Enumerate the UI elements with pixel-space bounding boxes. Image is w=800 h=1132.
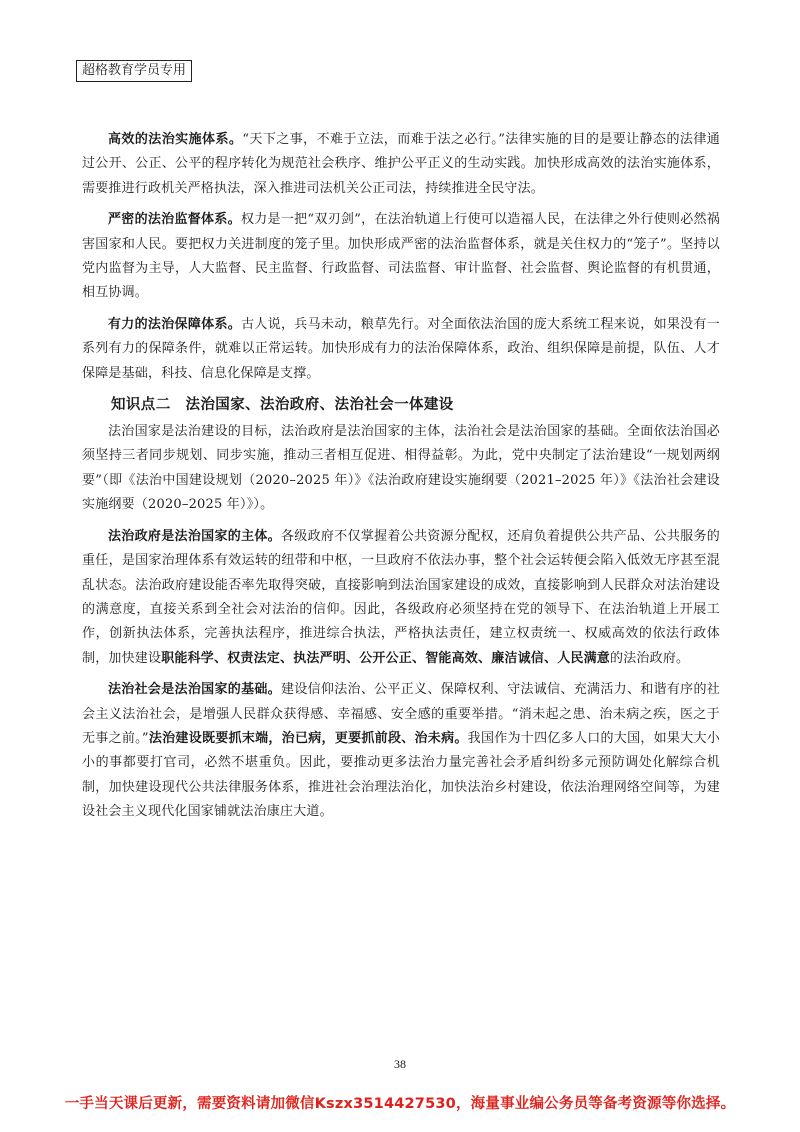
paragraph-supervision-system xyxy=(82,208,720,306)
paragraph-text: 古人说，兵马未动，粮草先行。对全面依法治国的庞大系统工程来说，如果没有一系列有力的保障条件，就难以正常运转。加快形成有力的法治保障体系，政治、组织保障是前提，队伍、人才保障是基础，科技、信息化保障是支撑。 xyxy=(82,316,720,381)
paragraph-guarantee-system xyxy=(82,313,720,386)
page-number: 38 xyxy=(394,1057,406,1071)
header-label: 超格教育学员专用 xyxy=(76,60,192,82)
paragraph-lead: 严密的法治监督体系。 xyxy=(108,212,241,228)
paragraph-integrated-construction xyxy=(82,420,720,518)
paragraph-lead: 高效的法治实施体系。 xyxy=(108,132,243,147)
footer-notice: 一手当天课后更新，需要资料请加微信Kszx3514427530，海量事业编公务员等备考资源等你选择。 xyxy=(64,1096,736,1112)
paragraph-lead: 有力的法治保障体系。 xyxy=(108,316,242,332)
paragraph-implementation-system xyxy=(82,128,720,201)
paragraph-emphasis: 职能科学、权责法定、执法严明、公开公正、智能高效、廉洁诚信、人民满意 xyxy=(161,650,611,666)
document-body xyxy=(82,128,720,832)
paragraph-text: 建设信仰法治、公平正义、保障权利、守法诚信、充满活力、和谐有序的社会主义法治社会，是增强人民群众获得感、幸福感、安全感的重要举措。“消未起之患、治未病之疾，医之于无事之前。” xyxy=(82,682,720,746)
paragraph-text: 法治国家是法治建设的目标，法治政府是法治国家的主体，法治社会是法治国家的基础。全面依法治国必须坚持三者同步规划、同步实施，推动三者相互促进、相得益彰。为此，党中央制定了法治建设“一规划两纲要”（即《法治中国建设规划（2020–2025 年）》《法治政府建设实施纲要（2021–2025 年）》《法治社会建设实施纲要（2020–2025 年）》）。 xyxy=(82,424,720,513)
paragraph-text: 权力是一把“双刃剑”，在法治轨道上行使可以造福人民，在法律之外行使则必然祸害国家和人民。要把权力关进制度的笼子里。加快形成严密的法治监督体系，就是关住权力的“笼子”。坚持以党内监督为主导，人大监督、民主监督、行政监督、司法监督、审计监督、社会监督、舆论监督的有机贯通，相互协调。 xyxy=(82,212,720,301)
paragraph-tail: 我国作为十四亿多人口的大国，如果大大小小的事都要打官司，必然不堪重负。因此，要推动更多法治力量完善社会矛盾纠纷多元预防调处化解综合机制，加快建设现代公共法律服务体系，推进社会治理法治化，加快法治乡村建设，依法治理网络空间等，为建设社会主义现代化国家铺就法治康庄大道。 xyxy=(82,730,720,820)
paragraph-tail: 的法治政府。 xyxy=(610,650,690,666)
paragraph-rule-of-law-government xyxy=(82,525,720,671)
paragraph-emphasis: 法治建设既要抓末端，治已病，更要抓前段、治未病。 xyxy=(148,730,468,746)
paragraph-text: 各级政府不仅掌握着公共资源分配权，还肩负着提供公共产品、公共服务的重任，是国家治理体系有效运转的纽带和中枢，一旦政府不依法办事，整个社会运转便会陷入低效无序甚至混乱状态。法治政府建设能否率先取得突破，直接影响到法治国家建设的成效，直接影响到人民群众对法治建设的满意度，直接关系到全社会对法治的信仰。因此，各级政府必须坚持在党的领导下、在法治轨道上开展工作，创新执法体系，完善执法程序，推进综合执法，严格执法责任，建立权责统一、权威高效的依法行政体制，加快建设 xyxy=(82,528,720,666)
section-heading: 知识点二 法治国家、法治政府、法治社会一体建设 xyxy=(111,396,454,414)
paragraph-lead: 法治社会是法治国家的基础。 xyxy=(108,682,281,698)
paragraph-lead: 法治政府是法治国家的主体。 xyxy=(108,528,281,544)
paragraph-rule-of-law-society xyxy=(82,678,720,824)
paragraph-text: “天下之事，不难于立法，而难于法之必行。”法律实施的目的是要让静态的法律通过公开、公正、公平的程序转化为规范社会秩序、维护公平正义的生动实践。加快形成高效的法治实施体系，需要推进行政机关严格执法，深入推进司法机关公正司法，持续推进全民守法。 xyxy=(82,132,720,196)
